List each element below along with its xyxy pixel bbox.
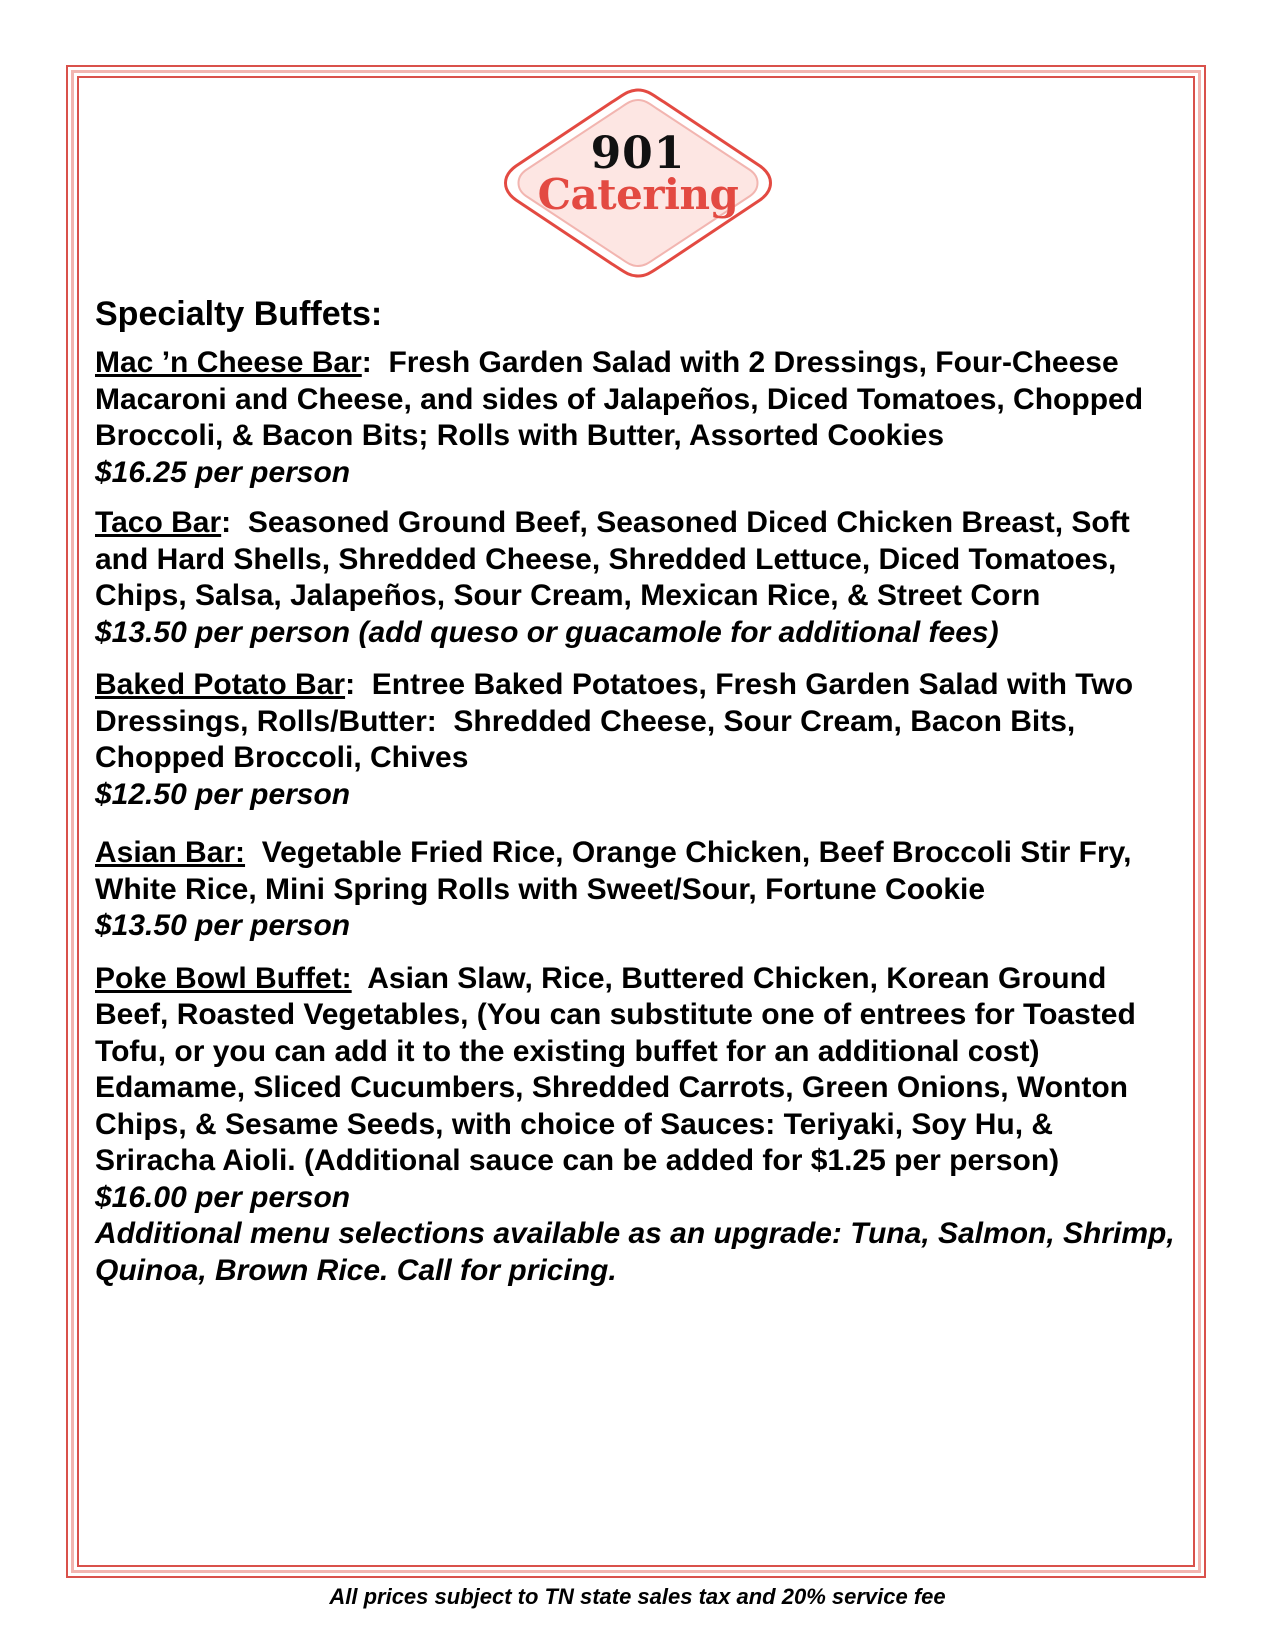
menu-item-separator: : [345, 668, 356, 701]
menu-item-description: Asian Slaw, Rice, Buttered Chicken, Korean Ground Beef, Roasted Vegetables, (You can substitute one of entrees for Toasted Tofu, or you can add it to the existing buffet for an additional cost) Edamame, Sliced Cucumbers, Shredded Carrots, Green Onions, Wonton Chips, & Sesame Seeds, with choice of Sauces: Teriyaki, Soy Hu, & Sriracha Aioli. (Additional sauce can be added for $1.25 per person) [95, 961, 1145, 1177]
menu-item-taco-bar [95, 505, 1175, 651]
menu-item-name: Taco Bar [95, 506, 222, 539]
menu-item-price: $13.50 per person (add queso or guacamole for additional fees) [95, 615, 999, 649]
menu-item-separator: : [221, 506, 232, 539]
menu-item-name: Poke Bowl Buffet: [95, 961, 352, 995]
section-heading: Specialty Buffets: [95, 295, 383, 333]
menu-item-description: Entree Baked Potatoes, Fresh Garden Salad with Two Dressings, Rolls/Butter: Shredded Cheese, Sour Cream, Bacon Bits, Chopped Broccoli, Chives [95, 668, 1142, 774]
menu-item-mac-n-cheese-bar [95, 345, 1175, 491]
menu-item-description: Fresh Garden Salad with 2 Dressings, Four-Cheese Macaroni and Cheese, and sides of Jalapeños, Diced Tomatoes, Chopped Broccoli, & Bacon Bits; Rolls with Butter, Assorted Cookies [95, 346, 1152, 452]
logo-number: 901 [590, 128, 686, 179]
menu-item-name: Asian Bar: [95, 836, 246, 869]
menu-item-upgrade-note: Additional menu selections available as an upgrade: Tuna, Salmon, Shrimp, Quinoa, Brown Rice. Call for pricing. [95, 1217, 1175, 1287]
catering-logo [498, 88, 778, 278]
menu-item-description: Vegetable Fried Rice, Orange Chicken, Beef Broccoli Stir Fry, White Rice, Mini Spring Rolls with Sweet/Sour, Fortune Cookie [95, 836, 1140, 906]
menu-item-price: $16.25 per person [95, 455, 351, 489]
menu-item-separator: : [361, 346, 372, 379]
menu-item-poke-bowl-buffet [95, 961, 1175, 1290]
menu-item-name: Baked Potato Bar [95, 668, 346, 701]
pricing-footnote: All prices subject to TN state sales tax and 20% service fee [329, 1584, 946, 1609]
menu-item-price: $12.50 per person [95, 777, 351, 811]
menu-item-name: Mac ’n Cheese Bar [95, 346, 362, 379]
menu-content [95, 293, 1175, 1289]
logo-word: Catering [537, 170, 739, 219]
menu-item-price: $13.50 per person [95, 909, 351, 942]
menu-item-baked-potato-bar [95, 667, 1175, 813]
menu-item-asian-bar [95, 835, 1175, 945]
menu-item-price: $16.00 per person [95, 1180, 351, 1214]
menu-item-description: Seasoned Ground Beef, Seasoned Diced Chicken Breast, Soft and Hard Shells, Shredded Cheese, Shredded Lettuce, Diced Tomatoes, Chips, Salsa, Jalapeños, Sour Cream, Mexican Rice, & Street Corn [95, 506, 1139, 612]
